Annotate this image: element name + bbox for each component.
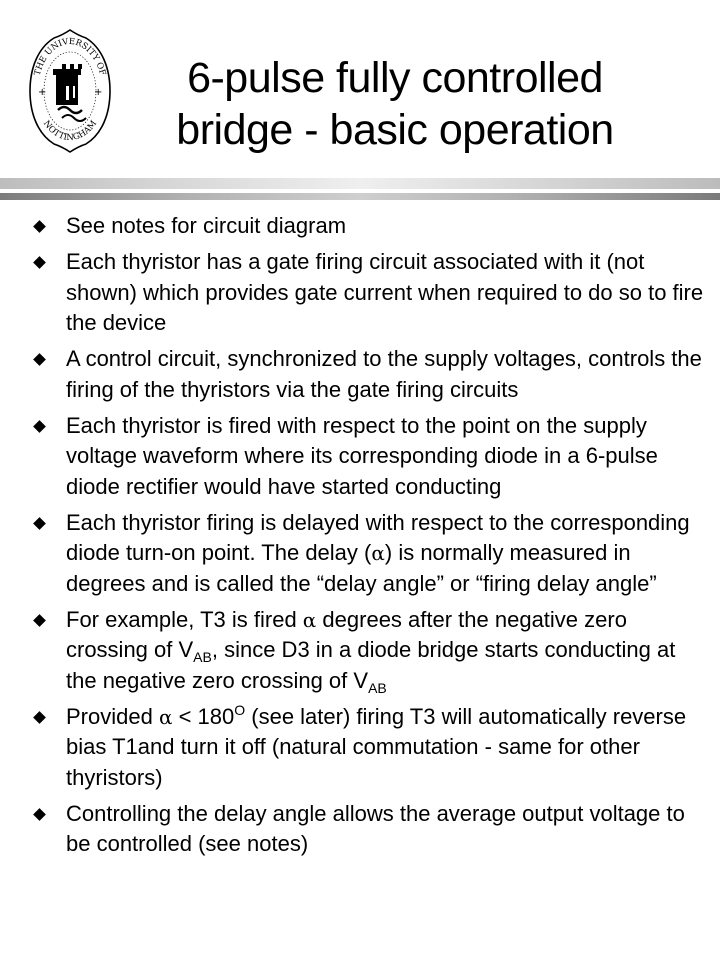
diamond-bullet-icon: [33, 353, 46, 366]
bullet-item: [0, 211, 720, 242]
subscript: AB: [368, 679, 387, 696]
university-logo: [24, 28, 116, 154]
subscript: AB: [193, 649, 212, 665]
bullet-text: Controlling the delay angle allows the average output voltage to be controlled (see notes): [66, 800, 685, 856]
bullet-text: A control circuit, synchronized to the supply voltages, controls the firing of the thyristors via the gate firing circuits: [66, 346, 702, 402]
superscript: O: [234, 701, 246, 718]
bullet-item: [0, 247, 720, 339]
svg-text:+: +: [94, 87, 103, 98]
bullet-item: [0, 702, 720, 794]
diamond-bullet-icon: [33, 614, 46, 627]
diamond-bullet-icon: [33, 220, 46, 233]
diamond-bullet-icon: [33, 808, 46, 821]
header-divider-top: [0, 178, 720, 189]
castle-tower-crest-icon: [24, 28, 116, 154]
alpha-symbol: α: [158, 704, 173, 729]
bullet-text-part: degrees after the negative zero crossing of V: [66, 606, 627, 662]
bullet-text-part: ) is normally measured in degrees and is called the “delay angle” or “firing delay angle”: [66, 540, 657, 596]
bullet-text: Each thyristor is fired with respect to the point on the supply voltage waveform where its corresponding diode in a 6-pulse diode rectifier would have started conducting: [66, 412, 658, 499]
svg-text:THE UNIVERSITY OF: THE UNIVERSITY OF: [32, 36, 108, 77]
title-line-2: bridge - basic operation: [176, 106, 614, 154]
diamond-bullet-icon: [33, 256, 46, 269]
diamond-bullet-icon: [33, 711, 46, 724]
bullet-text-part: , since D3 in a diode bridge starts conducting at the negative zero crossing of V: [66, 637, 676, 693]
bullet-item: [0, 799, 720, 860]
bullet-item: [0, 344, 720, 405]
bullet-text-part: Provided: [66, 703, 159, 729]
bullet-list: [0, 211, 720, 865]
bullet-text: Each thyristor has a gate firing circuit associated with it (not shown) which provides gate current when required to do so to fire the device: [66, 249, 704, 335]
bullet-text-part: Each thyristor firing is delayed with respect to the corresponding diode turn-on point. The delay (: [66, 509, 690, 565]
bullet-item: [0, 411, 720, 503]
bullet-text-part: < 180: [172, 703, 235, 729]
bullet-item: [0, 508, 720, 600]
svg-text:NOTTINGHAM: NOTTINGHAM: [40, 118, 100, 144]
diamond-bullet-icon: [33, 517, 46, 530]
bullet-text-part: For example, T3 is fired: [66, 606, 303, 632]
bullet-text: See notes for circuit diagram: [66, 213, 347, 238]
bullet-text-part: (see later) firing T3 will automatically reverse bias T1and turn it off (natural commutation - same for other thyristors): [66, 703, 687, 790]
bullet-item: [0, 605, 720, 697]
page-title: [130, 52, 660, 156]
svg-text:+: +: [38, 87, 47, 98]
title-line-1: 6-pulse fully controlled: [187, 54, 603, 102]
alpha-symbol: α: [302, 607, 317, 632]
diamond-bullet-icon: [33, 420, 46, 433]
header-divider-bottom: [0, 193, 720, 200]
alpha-symbol: α: [371, 541, 385, 565]
